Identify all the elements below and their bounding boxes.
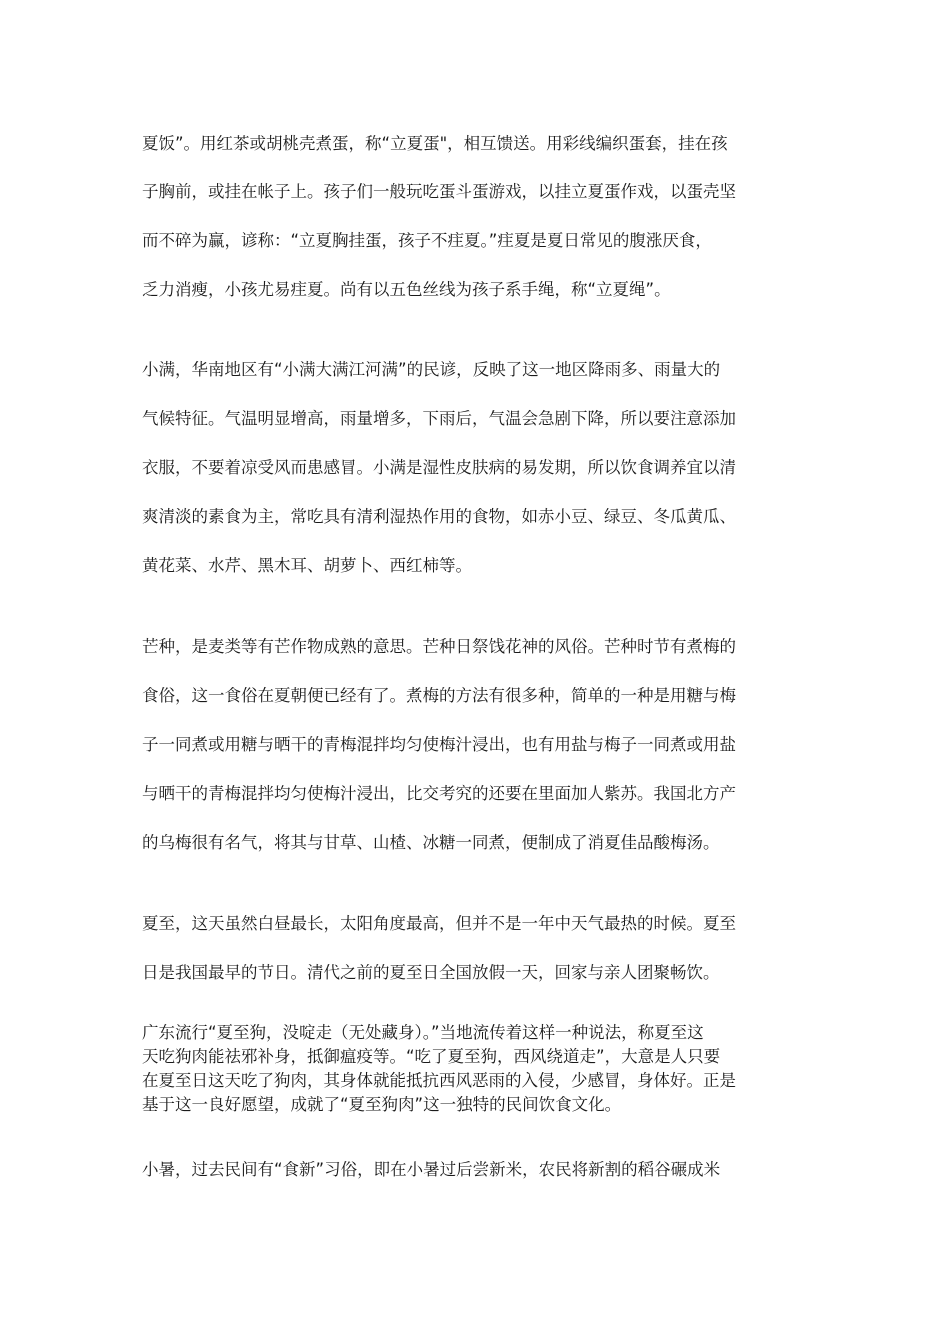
text-line: 天吃狗肉能祛邪补身，抵御瘟疫等。“吃了夏至狗，西风绕道走”，大意是人只要 [142,1047,721,1066]
text-line: 夏至，这天虽然白昼最长，太阳角度最高，但并不是一年中天气最热的时候。夏至 [142,914,736,933]
text-line: 衣服，不要着凉受风而患感冒。小满是湿性皮肤病的易发期，所以饮食调养宜以清 [142,458,736,477]
text-line: 夏饭”。用红茶或胡桃壳煮蛋，称“立夏蛋"，相互馈送。用彩线编织蛋套，挂在孩 [142,134,728,153]
text-line: 乏力消瘦，小孩尤易疰夏。尚有以五色丝线为孩子系手绳，称“立夏绳”。 [142,280,671,299]
text-line: 气候特征。气温明显增高，雨量增多，下雨后，气温会急剧下降，所以要注意添加 [142,409,736,428]
text-line: 小满，华南地区有“小满大满江河满”的民谚，反映了这一地区降雨多、雨量大的 [142,360,721,379]
text-line: 子一同煮或用糖与晒干的青梅混拌均匀使梅汁浸出，也有用盐与梅子一同煮或用盐 [142,735,736,754]
text-line: 芒种，是麦类等有芒作物成熟的意思。芒种日祭饯花神的风俗。芒种时节有煮梅的 [142,637,736,656]
text-line: 爽清淡的素食为主，常吃具有清利湿热作用的食物，如赤小豆、绿豆、冬瓜黄瓜、 [142,507,736,526]
text-line: 在夏至日这天吃了狗肉，其身体就能抵抗西风恶雨的入侵，少感冒，身体好。正是 [142,1071,736,1090]
text-line: 子胸前，或挂在帐子上。孩子们一般玩吃蛋斗蛋游戏，以挂立夏蛋作戏，以蛋壳坚 [142,182,736,201]
text-line: 黄花菜、水芹、黑木耳、胡萝卜、西红柿等。 [142,556,472,575]
text-line: 与晒干的青梅混拌均匀使梅汁浸出，比交考究的还要在里面加人紫苏。我国北方产 [142,784,736,803]
text-line: 食俗，这一食俗在夏朝便已经有了。煮梅的方法有很多种，简单的一种是用糖与梅 [142,686,736,705]
text-line: 基于这一良好愿望，成就了“夏至狗肉”这一独特的民间饮食文化。 [142,1095,622,1114]
text-line: 小暑，过去民间有“食新”习俗，即在小暑过后尝新米，农民将新割的稻谷碾成米 [142,1160,721,1179]
text-line: 而不碎为赢，谚称：“立夏胸挂蛋，孩子不疰夏。”疰夏是夏日常见的腹涨厌食， [142,231,712,250]
text-line: 日是我国最早的节日。清代之前的夏至日全国放假一天，回家与亲人团聚畅饮。 [142,963,720,982]
text-line: 的乌梅很有名气，将其与甘草、山楂、冰糖一同煮，便制成了消夏佳品酸梅汤。 [142,833,720,852]
text-line: 广东流行“夏至狗，没啶走（无处藏身）。”当地流传着这样一种说法，称夏至这 [142,1023,704,1042]
